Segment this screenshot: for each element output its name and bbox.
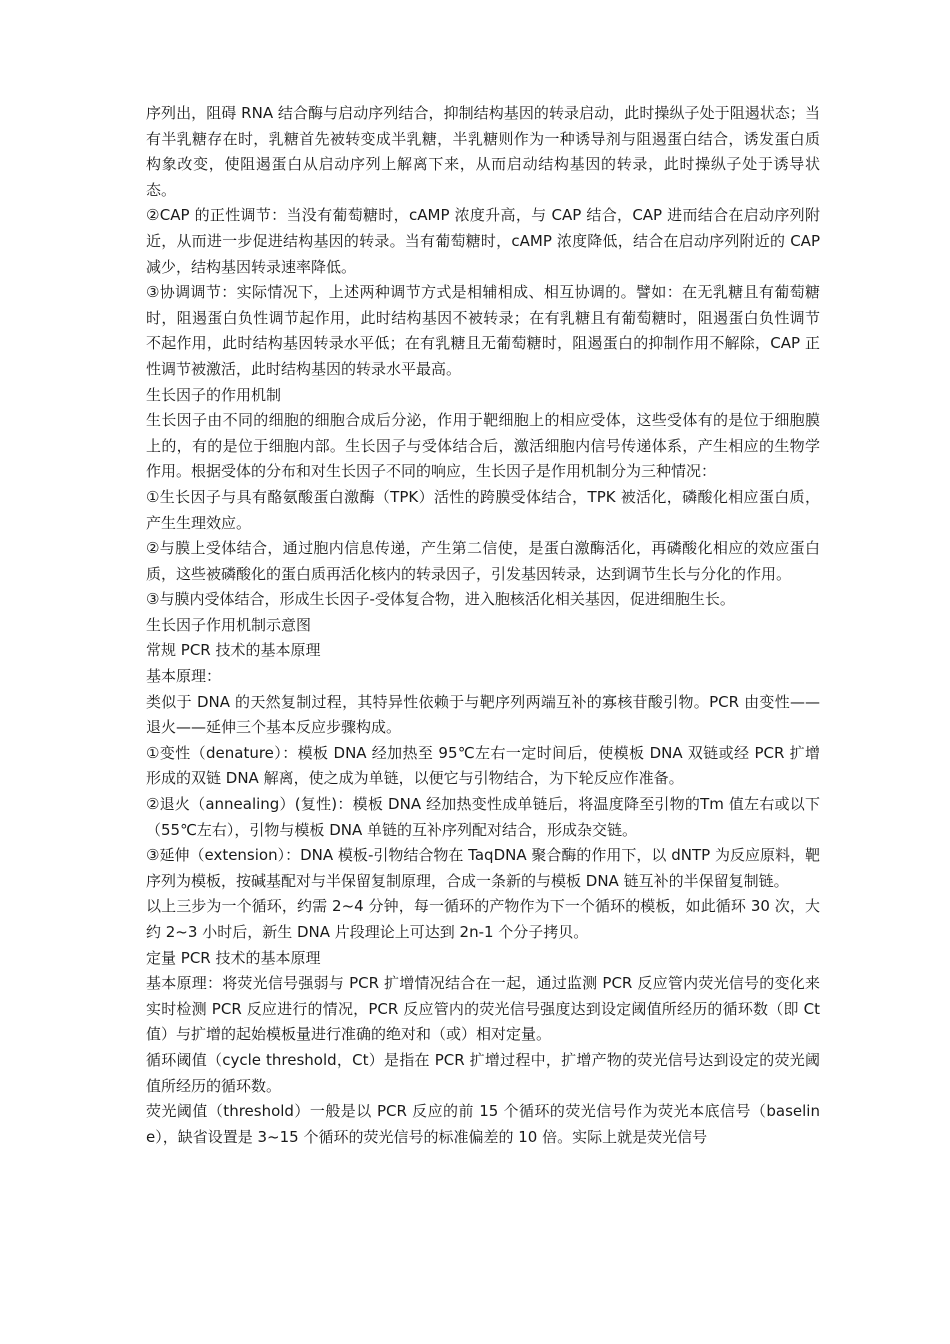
paragraph-pcr-annealing: ②退火（annealing）(复性)：模板 DNA 经加热变性成单链后，将温度降至引物的Tm 值左右或以下（55℃左右），引物与模板 DNA 单链的互补序列配对结合，形成杂交链。 [146,795,820,839]
paragraph-lac-repressor: 序列出，阻碍 RNA 结合酶与启动序列结合，抑制结构基因的转录启动，此时操纵子处于阻遏状态；当有半乳糖存在时，乳糖首先被转变成半乳糖，半乳糖则作为一种诱导剂与阻遏蛋白结合，诱发蛋白质构象改变，使阻遏蛋白从启动序列上解离下来，从而启动结构基因的转录，此时操纵子处于诱导状态。 [146,104,820,199]
heading-growth-factor-mechanism: 生长因子的作用机制 [146,385,282,404]
heading-conventional-pcr: 常规 PCR 技术的基本原理 [146,641,321,660]
paragraph-pcr-denature: ①变性（denature）：模板 DNA 经加热至 95℃左右一定时间后，使模板 DNA 双链或经 PCR 扩增形成的双链 DNA 解离，使之成为单链，以便它与引物结合，为下轮反应作准备。 [146,743,820,788]
paragraph-growth-factor-tpk: ①生长因子与具有酪氨酸蛋白激酶（TPK）活性的跨膜受体结合，TPK 被活化，磷酸化相应蛋白质，产生生理效应。 [146,487,820,532]
paragraph-pcr-intro: 类似于 DNA 的天然复制过程，其特异性依赖于与靶序列两端互补的寡核苷酸引物。PCR 由变性——退火——延伸三个基本反应步骤构成。 [146,692,820,737]
paragraph-qpcr-principle: 基本原理：将荧光信号强弱与 PCR 扩增情况结合在一起，通过监测 PCR 反应管内荧光信号的变化来实时检测 PCR 反应进行的情况，PCR 反应管内的荧光信号强度达到设定阈值所经历的循环数（即 Ct 值）与扩增的起始模板量进行准确的绝对和（或）相对定量。 [146,974,820,1044]
paragraph-pcr-cycle: 以上三步为一个循环，约需 2~4 分钟，每一循环的产物作为下一个循环的模板，如此循环 30 次，大约 2~3 小时后，新生 DNA 片段理论上可达到 2n-1 个分子拷贝。 [146,897,820,941]
heading-quantitative-pcr: 定量 PCR 技术的基本原理 [146,948,321,967]
paragraph-growth-factor-membrane: ②与膜上受体结合，通过胞内信息传递，产生第二信使，是蛋白激酶活化，再磷酸化相应的效应蛋白质，这些被磷酸化的蛋白质再活化核内的转录因子，引发基因转录，达到调节生长与分化的作用。 [146,539,820,583]
heading-growth-factor-diagram: 生长因子作用机制示意图 [146,615,312,634]
paragraph-growth-factor-intro: 生长因子由不同的细胞的细胞合成后分泌，作用于靶细胞上的相应受体，这些受体有的是位于细胞膜上的，有的是位于细胞内部。生长因子与受体结合后，激活细胞内信号传递体系，产生相应的生物学作用。根据受体的分布和对生长因子不同的响应，生长因子是作用机制分为三种情况： [146,411,820,481]
paragraph-qpcr-threshold: 荧光阈值（threshold）一般是以 PCR 反应的前 15 个循环的荧光信号作为荧光本底信号（baseline），缺省设置是 3~15 个循环的荧光信号的标准偏差的 10 倍。实际上就是荧光信号 [146,1102,820,1146]
paragraph-qpcr-ct: 循环阈值（cycle threshold，Ct）是指在 PCR 扩增过程中，扩增产物的荧光信号达到设定的荧光阈值所经历的循环数。 [146,1050,820,1095]
document-page [146,101,820,1150]
heading-basic-principle: 基本原理： [146,667,222,686]
paragraph-cap-regulation: ②CAP 的正性调节：当没有葡萄糖时，cAMP 浓度升高，与 CAP 结合，CAP 进而结合在启动序列附近，从而进一步促进结构基因的转录。当有葡萄糖时，cAMP 浓度降低，结合在启动序列附近的 CAP 减少，结构基因转录速率降低。 [146,206,820,276]
paragraph-coordinated-regulation: ③协调调节：实际情况下，上述两种调节方式是相辅相成、相互协调的。譬如：在无乳糖且有葡萄糖时，阻遏蛋白负性调节起作用，此时结构基因不被转录；在有乳糖且有葡萄糖时，阻遏蛋白负性调节不起作用，此时结构基因转录水平低；在有乳糖且无葡萄糖时，阻遏蛋白的抑制作用不解除，CAP 正性调节被激活，此时结构基因的转录水平最高。 [146,283,820,378]
paragraph-growth-factor-intracellular: ③与膜内受体结合，形成生长因子-受体复合物，进入胞核活化相关基因，促进细胞生长。 [146,590,735,609]
paragraph-pcr-extension: ③延伸（extension）：DNA 模板-引物结合物在 TaqDNA 聚合酶的作用下，以 dNTP 为反应原料，靶序列为模板，按碱基配对与半保留复制原理，合成一条新的与模板 DNA 链互补的半保留复制链。 [146,846,820,890]
